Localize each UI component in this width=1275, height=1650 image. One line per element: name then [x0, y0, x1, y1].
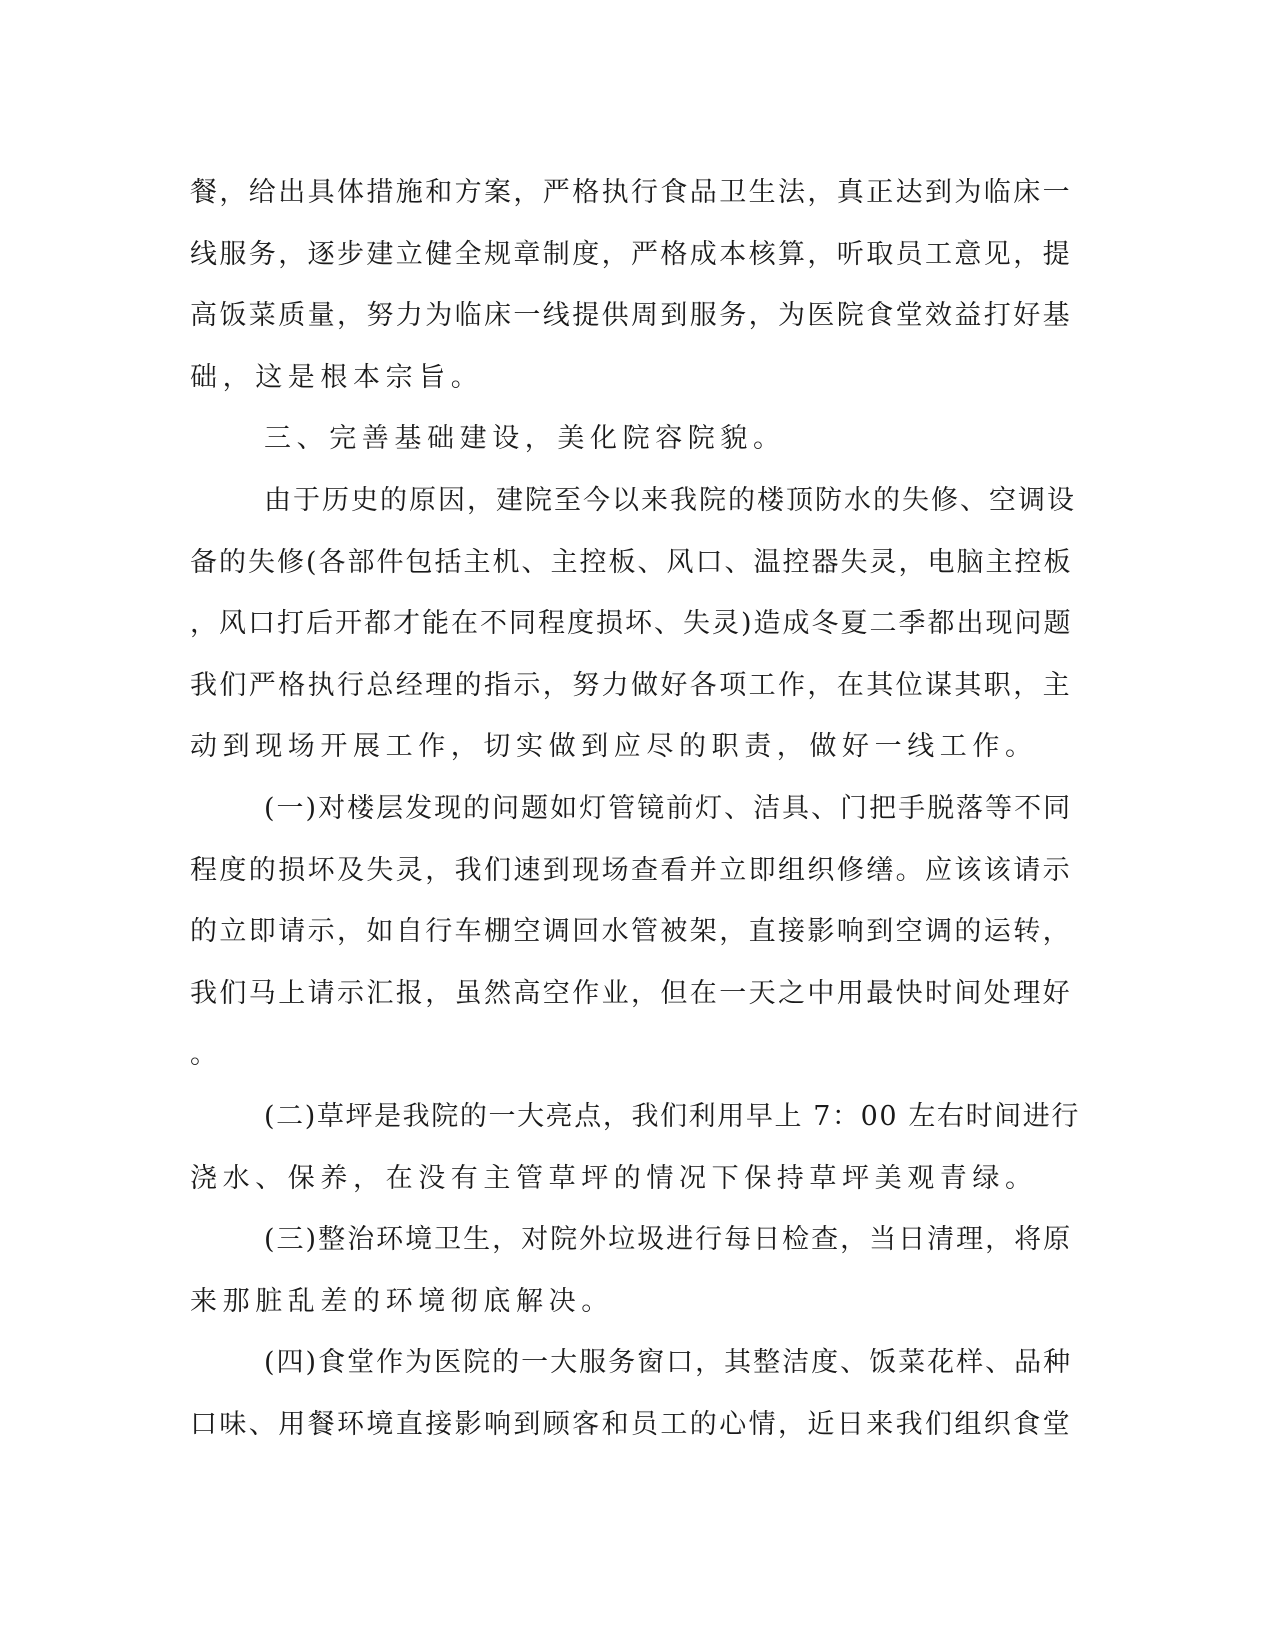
document-body: [190, 162, 1080, 1455]
text-line: 浇水、保养，在没有主管草坪的情况下保持草坪美观青绿。: [190, 1162, 1038, 1194]
text-line: 餐，给出具体措施和方案，严格执行食品卫生法，真正达到为临床一: [190, 177, 1072, 208]
text-line: 三、完善基础建设，美化院容院貌。: [264, 423, 786, 455]
text-line: 程度的损坏及失灵，我们速到现场查看并立即组织修缮。应该该请示: [190, 854, 1072, 886]
text-line: 高饭菜质量，努力为临床一线提供周到服务，为医院食堂效益打好基: [190, 300, 1072, 332]
text-line: (四)食堂作为医院的一大服务窗口，其整洁度、饭菜花样、品种: [264, 1347, 1073, 1379]
text-line: 线服务，逐步建立健全规章制度，严格成本核算，听取员工意见，提: [190, 238, 1072, 270]
text-line: (二)草坪是我院的一大亮点，我们利用早上 7：00 左右时间进行: [264, 1100, 1080, 1132]
text-line: 我们严格执行总经理的指示，努力做好各项工作，在其位谋其职，主: [190, 669, 1072, 701]
text-line: 我们马上请示汇报，虽然高空作业，但在一天之中用最快时间处理好: [190, 977, 1072, 1009]
text-line: 的立即请示，如自行车棚空调回水管被架，直接影响到空调的运转，: [190, 916, 1072, 948]
text-line: 。: [190, 1039, 223, 1071]
text-line: 由于历史的原因，建院至今以来我院的楼顶防水的失修、空调设: [264, 484, 1076, 516]
text-line: (一)对楼层发现的问题如灯管镜前灯、洁具、门把手脱落等不同: [264, 792, 1073, 824]
text-line: 口味、用餐环境直接影响到顾客和员工的心情，近日来我们组织食堂: [190, 1408, 1072, 1440]
text-line: 动到现场开展工作，切实做到应尽的职责，做好一线工作。: [190, 731, 1038, 763]
text-line: (三)整治环境卫生，对院外垃圾进行每日检查，当日清理，将原: [264, 1224, 1073, 1256]
text-line: 来那脏乱差的环境彻底解决。: [190, 1285, 614, 1317]
text-line: ，风口打后开都才能在不同程度损坏、失灵)造成冬夏二季都出现问题: [190, 608, 1073, 640]
text-line: 备的失修(各部件包括主机、主控板、风口、温控器失灵，电脑主控板: [190, 546, 1073, 578]
text-line: 础，这是根本宗旨。: [190, 361, 484, 393]
